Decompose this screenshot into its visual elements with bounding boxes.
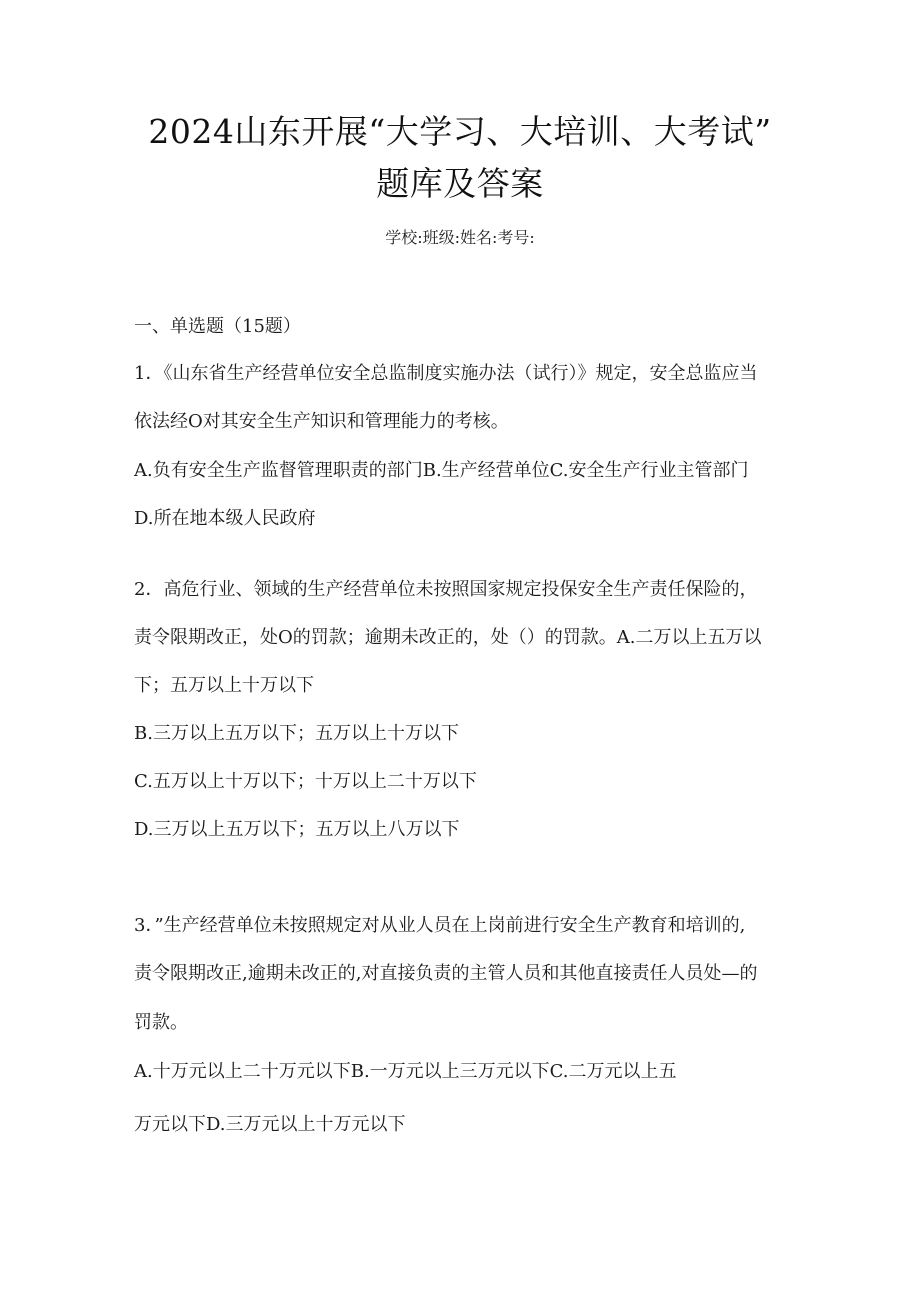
question-2-option-b: B.三万以上五万以下；五万以上十万以下 <box>134 723 459 744</box>
question-2-stem-line-2: 责令限期改正，处O的罚款；逾期未改正的，处（）的罚款。A.二万以上五万以 <box>134 627 762 648</box>
question-2-option-c: C.五万以上十万以下；十万以上二十万以下 <box>134 771 477 792</box>
question-2-option-a-line: 下；五万以上十万以下 <box>134 675 314 696</box>
question-1-options-line-2: D.所在地本级人民政府 <box>134 508 316 529</box>
question-3-stem-line-1: 3．”生产经营单位未按照规定对从业人员在上岗前进行安全生产教育和培训的, <box>134 915 746 936</box>
student-info-line: 学校:班级:姓名:考号: <box>385 228 535 247</box>
question-3-stem-line-2: 责令限期改正,逾期未改正的,对直接负责的主管人员和其他直接责任人员处—的 <box>134 963 758 984</box>
question-1-stem-line-1: 1．《山东省生产经营单位安全总监制度实施办法（试行）》规定，安全总监应当 <box>134 363 758 384</box>
question-1-options-line-1: A.负有安全生产监督管理职责的部门B.生产经营单位C.安全生产行业主管部门 <box>134 460 749 481</box>
question-3-options-line-2: 万元以下D.三万元以上十万元以下 <box>134 1114 406 1135</box>
question-3-options-line-1: A.十万元以上二十万元以下B.一万元以上三万元以下C.二万元以上五 <box>134 1061 677 1082</box>
question-2-option-d: D.三万以上五万以下；五万以上八万以下 <box>134 819 460 840</box>
section-heading: 一、单选题（15题） <box>134 316 301 337</box>
question-3-stem-line-3: 罚款。 <box>134 1012 188 1033</box>
question-1-stem-line-2: 依法经O对其安全生产知识和管理能力的考核。 <box>134 411 509 432</box>
document-title-line-1: 2024山东开展“大学习、大培训、大考试” <box>148 112 772 151</box>
question-2-stem-line-1: 2．高危行业、领域的生产经营单位未按照国家规定投保安全生产责任保险的， <box>134 579 758 600</box>
document-title-line-2: 题库及答案 <box>376 164 544 203</box>
